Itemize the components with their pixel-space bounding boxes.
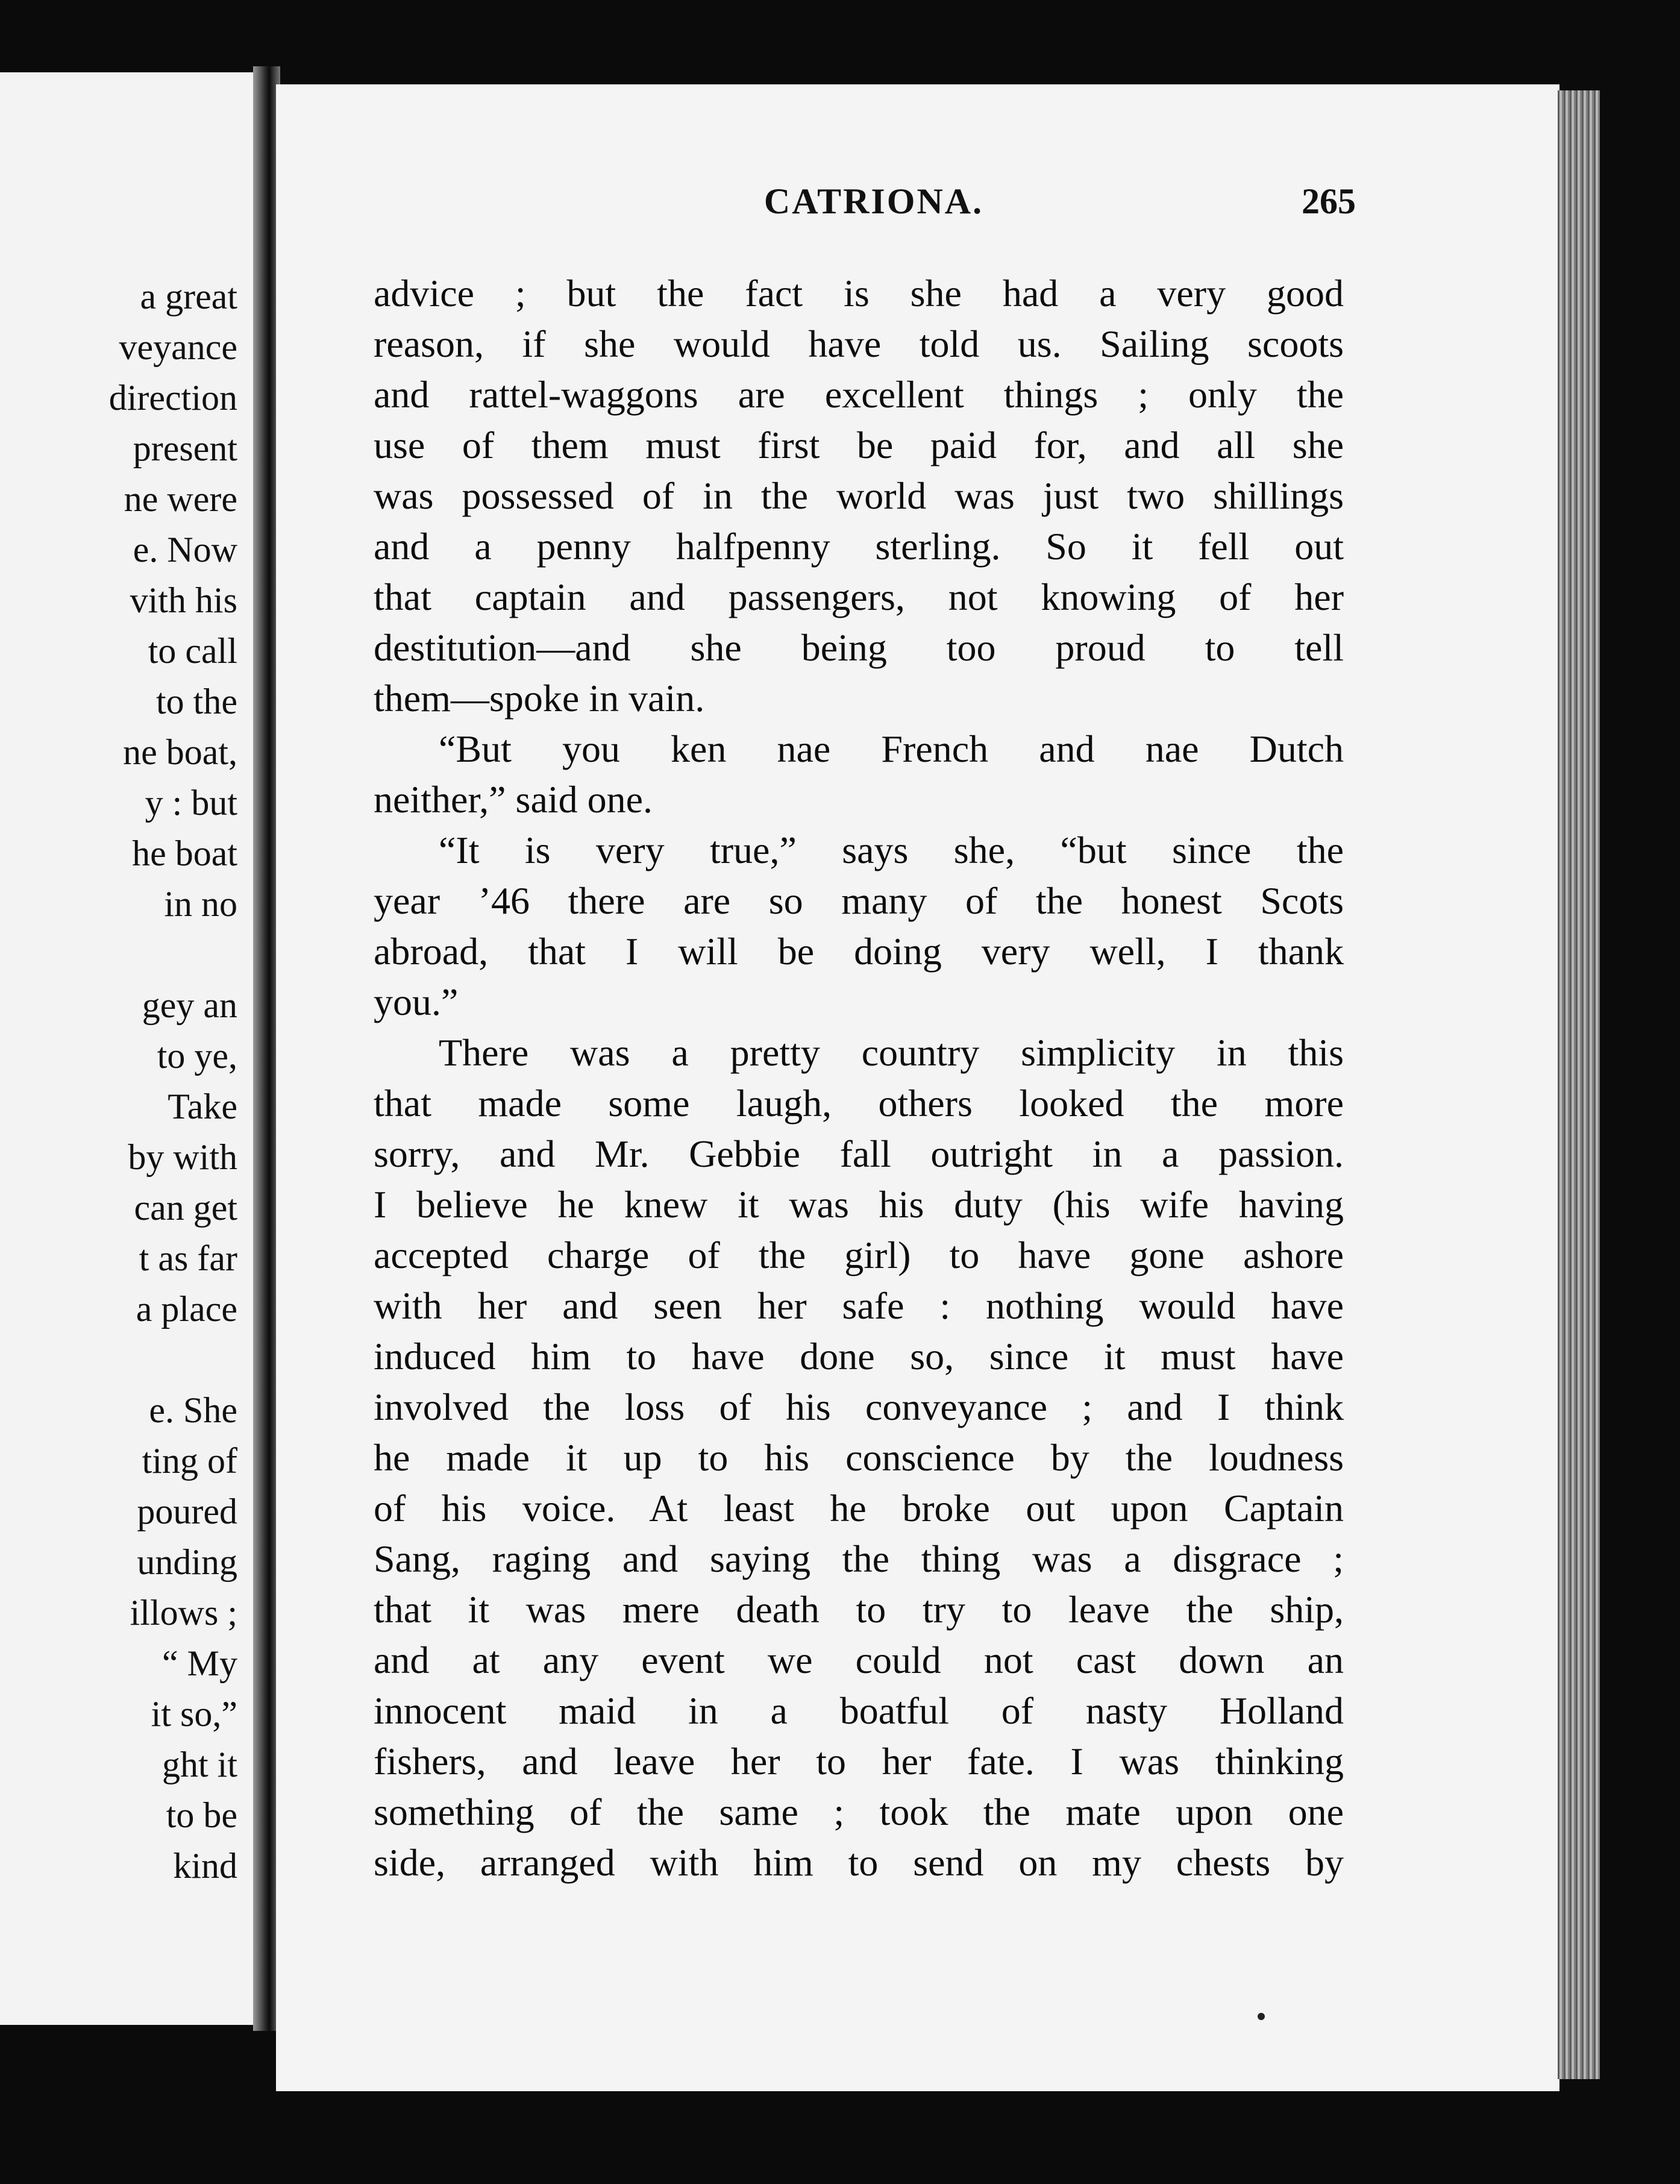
left-page-line: poured [137, 1492, 237, 1531]
text-line: and rattel-waggons are excellent things ; only the [374, 373, 1344, 416]
left-page-line: vith his [130, 580, 237, 620]
left-page-line: gey an [142, 985, 237, 1025]
left-page-line: to the [156, 682, 237, 721]
text-line: year ’46 there are so many of the honest Scots [374, 879, 1344, 922]
left-page-line: direction [108, 378, 237, 418]
left-page-line: “ My [162, 1643, 237, 1683]
text-line: There was a pretty country simplicity in this [439, 1031, 1344, 1074]
left-page-line: Take [168, 1087, 237, 1126]
text-line: he made it up to his conscience by the loudness [374, 1436, 1344, 1479]
left-page-line: illows ; [130, 1593, 237, 1633]
text-line: use of them must first be paid for, and all she [374, 424, 1344, 466]
text-line: accepted charge of the girl) to have gone ashore [374, 1234, 1344, 1276]
left-page-line: he boat [132, 833, 237, 873]
left-page-line: ne were [124, 479, 237, 519]
text-line: was possessed of in the world was just two shillings [374, 474, 1344, 517]
text-line: that it was mere death to try to leave the ship, [374, 1588, 1344, 1631]
ink-speck [1258, 2013, 1265, 2020]
text-line: I believe he knew it was his duty (his wife having [374, 1183, 1344, 1226]
text-line: Sang, raging and saying the thing was a disgrace ; [374, 1537, 1344, 1580]
text-line: that made some laugh, others looked the more [374, 1082, 1344, 1125]
left-page-line: by with [128, 1137, 237, 1177]
text-line: that captain and passengers, not knowing of her [374, 576, 1344, 618]
left-page-line: in no [164, 884, 237, 924]
text-line: innocent maid in a boatful of nasty Holland [374, 1689, 1344, 1732]
text-line: induced him to have done so, since it must have [374, 1335, 1344, 1378]
left-page-line: ght it [161, 1745, 237, 1784]
left-page-line: y : but [145, 783, 237, 823]
left-page-line [109, 929, 237, 980]
text-line: fishers, and leave her to her fate. I was thinking [374, 1740, 1344, 1783]
left-page-line: t as far [139, 1238, 237, 1278]
left-page-fragment [0, 72, 253, 2025]
left-page-line: ting of [142, 1441, 237, 1481]
text-line: reason, if she would have told us. Sailing scoots [374, 322, 1344, 365]
text-line: “But you ken nae French and nae Dutch [439, 727, 1344, 770]
text-line: of his voice. At least he broke out upon Captain [374, 1487, 1344, 1530]
left-page-line: e. She [149, 1390, 237, 1430]
left-page-line: to ye, [157, 1036, 237, 1076]
text-line: “It is very true,” says she, “but since the [439, 829, 1344, 871]
left-page-line: to call [148, 631, 237, 671]
left-page-line: unding [137, 1542, 237, 1582]
left-page-line: e. Now [133, 530, 237, 570]
text-line: something of the same ; took the mate upon one [374, 1790, 1344, 1833]
text-line: you.” [374, 981, 459, 1023]
text-line: sorry, and Mr. Gebbie fall outright in a passion. [374, 1132, 1344, 1175]
left-page-line: to be [166, 1795, 237, 1835]
text-line: them—spoke in vain. [374, 677, 705, 720]
running-head: CATRIONA. [763, 181, 984, 221]
text-line: and a penny halfpenny sterling. So it fell out [374, 525, 1344, 568]
left-page-line: present [133, 428, 237, 468]
left-page-line: veyance [119, 327, 237, 367]
left-page-line: a place [136, 1289, 237, 1329]
page-number: 265 [1302, 181, 1356, 221]
left-page-line: a great [140, 277, 237, 316]
page-edges [1558, 90, 1600, 2079]
text-line: abroad, that I will be doing very well, I thank [374, 930, 1344, 973]
body-text [374, 268, 1344, 1888]
text-line: and at any event we could not cast down an [374, 1639, 1344, 1681]
text-line: involved the loss of his conveyance ; and I think [374, 1385, 1344, 1428]
text-line: neither,” said one. [374, 778, 653, 821]
text-line: advice ; but the fact is she had a very good [374, 272, 1344, 315]
left-page-line: ne boat, [123, 732, 237, 772]
left-page-line: kind [173, 1846, 237, 1886]
left-page-text [109, 271, 237, 1891]
left-page-line [109, 1334, 237, 1385]
text-line: destitution—and she being too proud to tell [374, 626, 1344, 669]
left-page-line: can get [134, 1188, 237, 1228]
text-line: with her and seen her safe : nothing would have [374, 1284, 1344, 1327]
text-line: side, arranged with him to send on my chests by [374, 1841, 1344, 1884]
left-page-line: it so,” [151, 1694, 237, 1734]
